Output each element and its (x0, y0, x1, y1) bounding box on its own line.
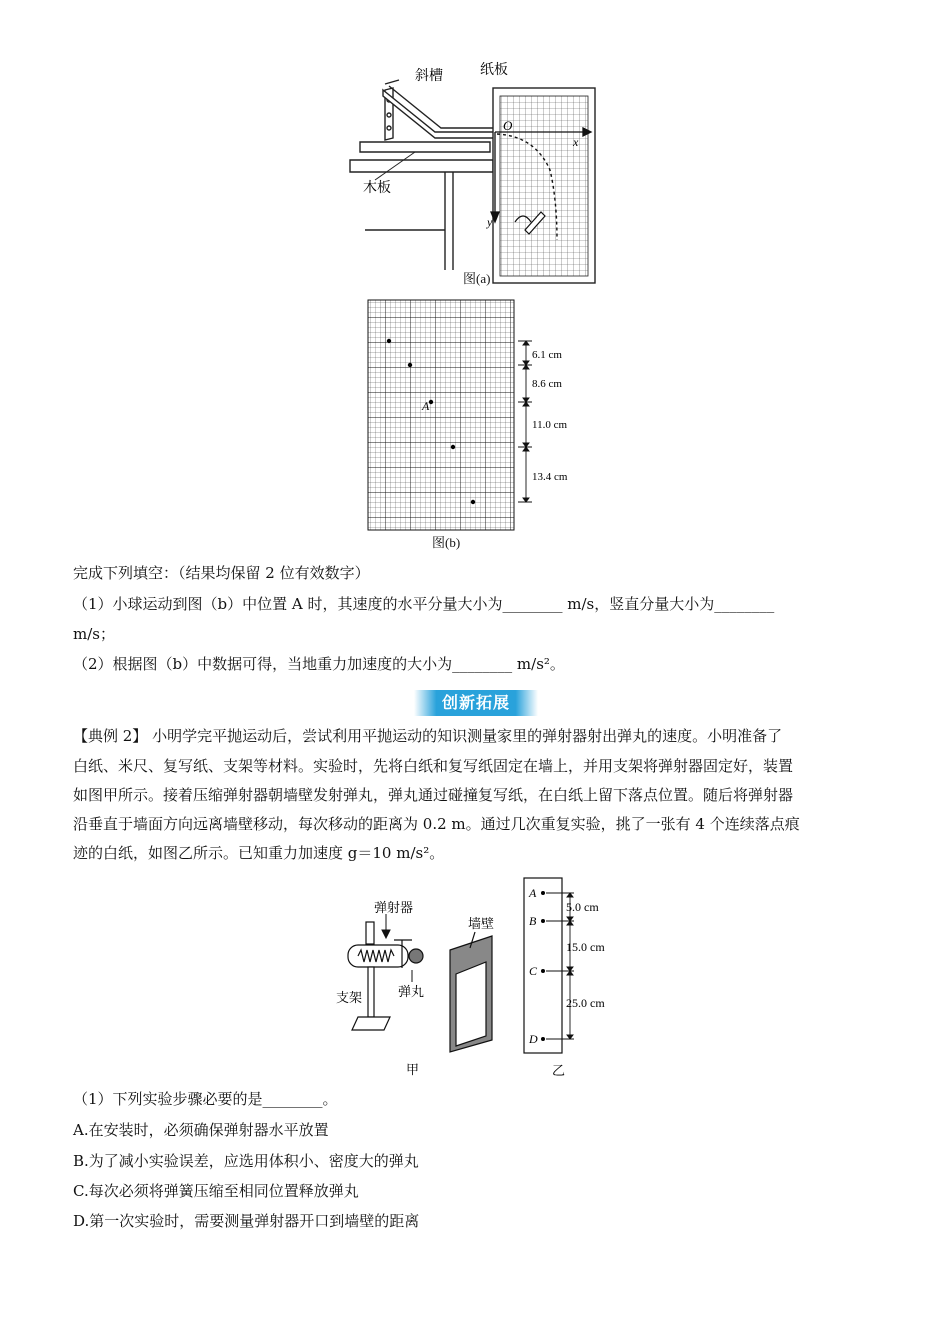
point-d: D (529, 1032, 538, 1046)
figure-jia (330, 890, 510, 1080)
option-a: A.在安装时，必须确保弹射器水平放置 (73, 1121, 329, 1139)
option-c: C.每次必须将弹簧压缩至相同位置释放弹丸 (73, 1182, 359, 1200)
label-chute: 斜槽 (415, 69, 443, 84)
dim-4: 13.4 cm (532, 471, 568, 483)
dot-a (541, 891, 545, 895)
caption-jia: 甲 (406, 1062, 420, 1077)
example-2-line-4: 沿垂直于墙面方向远离墙壁移动，每次移动的距离为 0.2 m。通过几次重复实验，挑了一张有 4 个连续落点痕 (73, 815, 800, 833)
intro-text: 完成下列填空：（结果均保留 2 位有效数字） (73, 564, 370, 582)
question-stem: （1）下列实验步骤必要的是________。 (73, 1090, 338, 1108)
example-2-line-1: 【典例 2】 小明学完平抛运动后，尝试利用平抛运动的知识测量家里的弹射器射出弹丸的速度。小明准备了 (73, 727, 783, 745)
dot-4 (451, 445, 455, 449)
question-1-line-2: m/s； (73, 625, 115, 643)
pellet (409, 949, 423, 963)
label-stand: 支架 (336, 990, 363, 1005)
dot-c (541, 969, 545, 973)
dim-1: 5.0 cm (566, 900, 599, 914)
label-origin: O (503, 118, 513, 133)
label-pellet: 弹丸 (398, 984, 425, 999)
dim-3: 25.0 cm (566, 996, 605, 1010)
label-board: 木板 (363, 181, 391, 196)
label-paper: 纸板 (480, 63, 508, 78)
figure-a (345, 60, 615, 290)
figure-b (360, 292, 590, 542)
example-2-line-5: 迹的白纸，如图乙所示。已知重力加速度 g＝10 m/s²。 (73, 844, 445, 862)
dim-2: 8.6 cm (532, 378, 562, 390)
chute (383, 80, 497, 140)
dot-2 (408, 363, 412, 367)
question-2: （2）根据图（b）中数据可得，当地重力加速度的大小为________ m/s²。 (73, 655, 565, 673)
dimension-lines (518, 341, 532, 502)
option-b: B.为了减小实验误差，应选用体积小、密度大的弹丸 (73, 1152, 419, 1170)
arrow-launcher (382, 914, 390, 938)
label-x: x (573, 135, 579, 149)
label-launcher: 弹射器 (374, 900, 414, 915)
label-y: y (487, 215, 493, 229)
wall (450, 932, 492, 1052)
point-c: C (529, 964, 538, 978)
figure-yi (518, 875, 628, 1080)
dot-d (541, 1037, 545, 1041)
dim-3: 11.0 cm (532, 419, 568, 431)
example-2-line-2: 白纸、米尺、复写纸、支架等材料。实验时，先将白纸和复写纸固定在墙上，并用支架将弹射器固定好，装置 (73, 757, 794, 775)
point-a-label: A (422, 399, 430, 413)
table (350, 142, 493, 270)
label-wall: 墙壁 (468, 916, 495, 931)
section-banner: 创新拓展 (414, 690, 538, 716)
dim-1: 6.1 cm (532, 349, 562, 361)
dim-2: 15.0 cm (566, 940, 605, 954)
caption-yi: 乙 (552, 1063, 566, 1078)
point-a: A (529, 886, 537, 900)
dot-5 (471, 500, 475, 504)
figure-b-caption: 图(b) (432, 535, 461, 550)
dot-a (429, 400, 433, 404)
dot-b (541, 919, 545, 923)
question-1-line-1: （1）小球运动到图（b）中位置 A 时，其速度的水平分量大小为________ m/s，竖直分量大小为________ (73, 595, 775, 613)
example-2-line-3: 如图甲所示。接着压缩弹射器朝墙壁发射弹丸，弹丸通过碰撞复写纸，在白纸上留下落点位置。随后将弹射器 (73, 786, 794, 804)
dot-1 (387, 339, 391, 343)
launcher (348, 922, 412, 968)
figure-a-caption: 图(a) (463, 271, 491, 286)
option-d: D.第一次实验时，需要测量弹射器开口到墙壁的距离 (73, 1212, 420, 1230)
point-b: B (529, 914, 537, 928)
paper-grid (500, 96, 588, 276)
